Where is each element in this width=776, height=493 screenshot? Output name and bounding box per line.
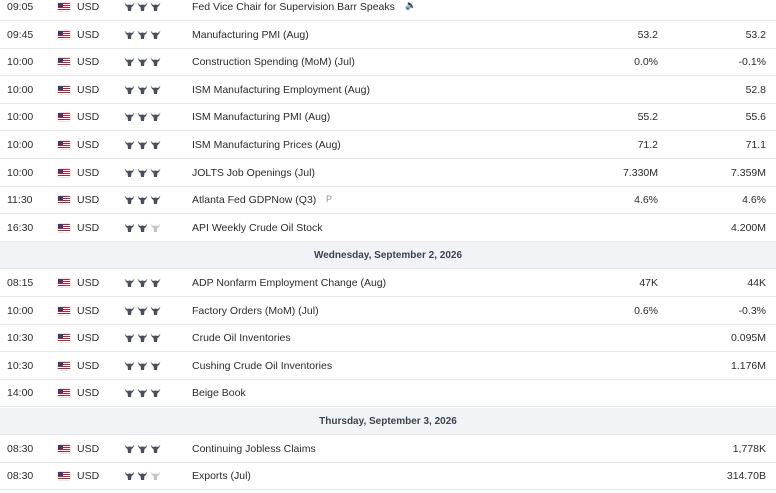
actual-value: 47K bbox=[639, 277, 658, 289]
currency-code: USD bbox=[77, 83, 100, 96]
bull-icon bbox=[125, 444, 135, 453]
forecast-value: 44K bbox=[747, 277, 766, 289]
bull-icon bbox=[125, 306, 135, 315]
bull-icon bbox=[151, 361, 161, 370]
bull-icon bbox=[125, 334, 135, 343]
bull-icon bbox=[138, 472, 148, 481]
date-label: Thursday, September 3, 2026 bbox=[319, 416, 457, 427]
currency-code: USD bbox=[77, 139, 100, 151]
importance-bulls-icon bbox=[124, 471, 164, 481]
currency-code: USD bbox=[77, 442, 100, 455]
event-time: 10:00 bbox=[7, 83, 34, 96]
importance-bulls-icon bbox=[124, 333, 164, 343]
event-time: 09:05 bbox=[7, 1, 34, 13]
importance-bulls-icon bbox=[124, 388, 164, 398]
importance-bulls-icon bbox=[124, 306, 164, 316]
bull-icon bbox=[125, 472, 135, 481]
forecast-value: 1.176M bbox=[730, 359, 766, 372]
bull-icon bbox=[125, 58, 135, 67]
us-flag-icon bbox=[58, 279, 70, 287]
event-row[interactable] bbox=[0, 436, 776, 463]
event-row[interactable] bbox=[0, 325, 776, 352]
currency-code: USD bbox=[77, 304, 100, 317]
currency-code: USD bbox=[77, 221, 100, 234]
event-name-link[interactable]: Continuing Jobless Claims bbox=[192, 442, 316, 455]
bull-icon bbox=[151, 444, 161, 453]
event-time: 09:45 bbox=[7, 28, 34, 41]
currency-code: USD bbox=[77, 387, 100, 400]
forecast-value: -0.3% bbox=[738, 304, 766, 317]
bull-icon bbox=[138, 279, 148, 288]
bull-icon bbox=[125, 223, 135, 232]
event-time: 16:30 bbox=[7, 221, 34, 234]
us-flag-icon bbox=[58, 58, 70, 66]
importance-bulls-icon bbox=[124, 57, 164, 67]
actual-value: 0.0% bbox=[634, 56, 658, 69]
event-row[interactable] bbox=[0, 132, 776, 159]
forecast-value: 314.70B bbox=[726, 470, 766, 483]
event-row[interactable] bbox=[0, 187, 776, 214]
us-flag-icon bbox=[58, 196, 70, 204]
bull-icon bbox=[125, 361, 135, 370]
bull-icon bbox=[138, 168, 148, 177]
us-flag-icon bbox=[58, 113, 70, 121]
event-row[interactable] bbox=[0, 49, 776, 76]
bull-icon bbox=[138, 223, 148, 232]
currency-code: USD bbox=[77, 166, 100, 179]
us-flag-icon bbox=[58, 445, 70, 453]
bull-icon bbox=[138, 196, 148, 205]
event-time: 08:15 bbox=[7, 277, 34, 289]
importance-bulls-icon bbox=[124, 112, 164, 122]
event-name-link[interactable]: API Weekly Crude Oil Stock bbox=[192, 221, 323, 234]
bull-icon bbox=[151, 30, 161, 39]
event-time: 11:30 bbox=[7, 194, 33, 207]
us-flag-icon bbox=[58, 224, 70, 232]
bull-icon bbox=[138, 389, 148, 398]
bull-icon bbox=[151, 113, 161, 122]
us-flag-icon bbox=[58, 3, 70, 11]
forecast-value: 4.6% bbox=[742, 194, 766, 207]
us-flag-icon bbox=[58, 169, 70, 177]
importance-bulls-icon bbox=[124, 195, 164, 205]
event-time: 10:00 bbox=[7, 111, 34, 124]
bull-icon bbox=[125, 389, 135, 398]
bull-icon bbox=[138, 334, 148, 343]
event-name-link[interactable]: JOLTS Job Openings (Jul) bbox=[192, 166, 315, 179]
bull-icon bbox=[151, 58, 161, 67]
importance-bulls-icon bbox=[124, 444, 164, 454]
currency-code: USD bbox=[77, 28, 100, 41]
event-row[interactable] bbox=[0, 380, 776, 407]
event-row[interactable] bbox=[0, 160, 776, 187]
event-time: 14:00 bbox=[7, 387, 34, 400]
actual-value: 0.6% bbox=[634, 304, 658, 317]
us-flag-icon bbox=[58, 472, 70, 480]
speaker-icon: 🔉 bbox=[405, 0, 417, 10]
event-name-link[interactable]: Construction Spending (MoM) (Jul) bbox=[192, 56, 355, 69]
currency-code: USD bbox=[77, 1, 100, 13]
date-separator-row bbox=[0, 242, 776, 269]
importance-bulls-icon bbox=[124, 2, 164, 12]
bull-icon bbox=[138, 30, 148, 39]
event-name-link[interactable]: Exports (Jul) bbox=[192, 470, 251, 483]
bull-icon bbox=[138, 85, 148, 94]
currency-code: USD bbox=[77, 470, 100, 483]
event-row[interactable] bbox=[0, 22, 776, 49]
bull-icon bbox=[125, 85, 135, 94]
us-flag-icon bbox=[58, 389, 70, 397]
event-time: 08:30 bbox=[7, 470, 34, 483]
importance-bulls-icon bbox=[124, 30, 164, 40]
event-name-link[interactable]: Atlanta Fed GDPNow (Q3) bbox=[192, 194, 317, 207]
event-row[interactable] bbox=[0, 270, 776, 297]
event-row[interactable] bbox=[0, 215, 776, 242]
importance-bulls-icon bbox=[124, 278, 164, 288]
bull-icon bbox=[125, 141, 135, 150]
currency-code: USD bbox=[77, 359, 100, 372]
bull-icon bbox=[151, 3, 161, 12]
currency-code: USD bbox=[77, 194, 100, 207]
actual-value: 55.2 bbox=[637, 111, 658, 124]
bull-icon bbox=[151, 279, 161, 288]
currency-code: USD bbox=[77, 111, 100, 124]
event-time: 10:00 bbox=[7, 166, 34, 179]
bull-icon bbox=[151, 223, 161, 232]
actual-value: 71.2 bbox=[637, 139, 658, 151]
event-name-link[interactable]: Fed Vice Chair for Supervision Barr Speaks bbox=[192, 1, 395, 13]
actual-value: 53.2 bbox=[637, 28, 658, 41]
bull-icon bbox=[125, 168, 135, 177]
bull-icon bbox=[138, 444, 148, 453]
bull-icon bbox=[138, 58, 148, 67]
forecast-value: 53.2 bbox=[745, 28, 766, 41]
bull-icon bbox=[125, 113, 135, 122]
forecast-value: -0.1% bbox=[738, 56, 766, 69]
actual-value: 4.6% bbox=[634, 194, 658, 207]
bull-icon bbox=[151, 389, 161, 398]
event-name-link[interactable]: Manufacturing PMI (Aug) bbox=[192, 28, 309, 41]
bull-icon bbox=[151, 334, 161, 343]
event-name-link[interactable]: ISM Manufacturing Employment (Aug) bbox=[192, 83, 370, 96]
event-name-link[interactable]: ISM Manufacturing Prices (Aug) bbox=[192, 139, 341, 151]
importance-bulls-icon bbox=[124, 168, 164, 178]
event-name-link[interactable]: ISM Manufacturing PMI (Aug) bbox=[192, 111, 331, 124]
forecast-value: 4.200M bbox=[730, 221, 766, 234]
currency-code: USD bbox=[77, 332, 100, 345]
us-flag-icon bbox=[58, 31, 70, 39]
bull-icon bbox=[138, 306, 148, 315]
bull-icon bbox=[151, 85, 161, 94]
bull-icon bbox=[151, 168, 161, 177]
event-time: 10:30 bbox=[7, 359, 34, 372]
us-flag-icon bbox=[58, 362, 70, 370]
event-name-link[interactable]: Crude Oil Inventories bbox=[192, 332, 291, 345]
event-time: 10:00 bbox=[7, 304, 34, 317]
event-name-link[interactable]: Factory Orders (MoM) (Jul) bbox=[192, 304, 319, 317]
bull-icon bbox=[125, 279, 135, 288]
actual-value: 7.330M bbox=[622, 166, 658, 179]
event-time: 10:00 bbox=[7, 139, 34, 151]
forecast-value: 55.6 bbox=[745, 111, 766, 124]
event-name-link[interactable]: Cushing Crude Oil Inventories bbox=[192, 359, 333, 372]
us-flag-icon bbox=[58, 307, 70, 315]
forecast-value: 1,778K bbox=[732, 442, 766, 455]
event-row[interactable] bbox=[0, 0, 776, 21]
event-row[interactable] bbox=[0, 77, 776, 104]
bull-icon bbox=[125, 196, 135, 205]
event-name-link[interactable]: Beige Book bbox=[192, 387, 246, 400]
bull-icon bbox=[138, 3, 148, 12]
importance-bulls-icon bbox=[124, 140, 164, 150]
bull-icon bbox=[151, 141, 161, 150]
date-separator-row bbox=[0, 408, 776, 435]
bull-icon bbox=[138, 141, 148, 150]
event-row[interactable] bbox=[0, 104, 776, 131]
event-time: 10:00 bbox=[7, 56, 34, 69]
preliminary-marker: P bbox=[326, 194, 333, 205]
importance-bulls-icon bbox=[124, 361, 164, 371]
event-row[interactable] bbox=[0, 353, 776, 380]
bull-icon bbox=[125, 30, 135, 39]
bull-icon bbox=[138, 361, 148, 370]
importance-bulls-icon bbox=[124, 223, 164, 233]
importance-bulls-icon bbox=[124, 85, 164, 95]
date-label: Wednesday, September 2, 2026 bbox=[313, 250, 463, 262]
bull-icon bbox=[138, 113, 148, 122]
bull-icon bbox=[151, 472, 161, 481]
bull-icon bbox=[125, 3, 135, 12]
forecast-value: 71.1 bbox=[745, 139, 766, 151]
bull-icon bbox=[151, 306, 161, 315]
us-flag-icon bbox=[58, 86, 70, 94]
bull-icon bbox=[151, 196, 161, 205]
event-row[interactable] bbox=[0, 298, 776, 325]
event-name-link[interactable]: ADP Nonfarm Employment Change (Aug) bbox=[192, 277, 387, 289]
currency-code: USD bbox=[77, 277, 100, 289]
forecast-value: 52.8 bbox=[745, 83, 766, 96]
us-flag-icon bbox=[58, 334, 70, 342]
forecast-value: 7.359M bbox=[730, 166, 766, 179]
event-time: 10:30 bbox=[7, 332, 34, 345]
currency-code: USD bbox=[77, 56, 100, 69]
event-row[interactable] bbox=[0, 463, 776, 490]
us-flag-icon bbox=[58, 141, 70, 149]
forecast-value: 0.095M bbox=[730, 332, 766, 345]
event-time: 08:30 bbox=[7, 442, 34, 455]
